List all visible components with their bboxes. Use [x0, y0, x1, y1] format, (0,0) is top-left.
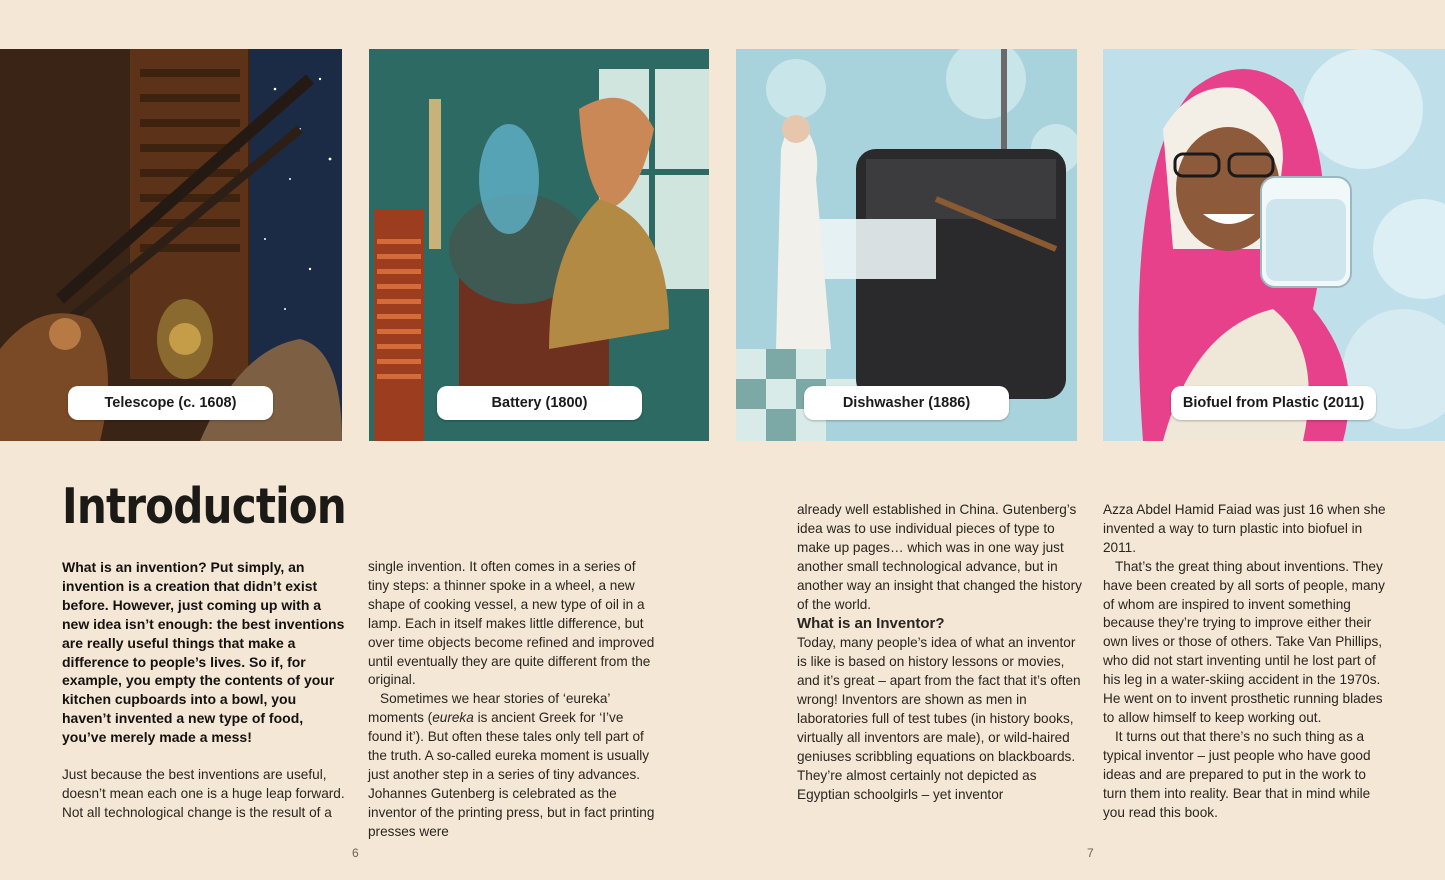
illustration-telescope	[0, 49, 342, 441]
text-column-3	[797, 501, 1085, 805]
illustration-biofuel	[1103, 49, 1445, 441]
lead-paragraph: What is an invention? Put simply, an invention is a creation that didn’t exist before. However, just coming up with a new idea isn’t enough: the best inventions are really useful things that make a difference to people’s lives. So if, for example, you empty the contents of your kitchen cupboards into a bowl, you haven’t invented a new type of food, you’ve merely made a mess!	[62, 559, 345, 746]
paragraph: Just because the best inventions are useful, doesn’t mean each one is a huge leap forward. Not all technological change is the result of a	[62, 767, 345, 820]
illustration-dishwasher	[736, 49, 1077, 441]
text-column-2	[368, 558, 658, 842]
illustration-battery	[369, 49, 709, 441]
caption-biofuel: Biofuel from Plastic (2011)	[1171, 386, 1376, 420]
caption-telescope: Telescope (c. 1608)	[68, 386, 273, 420]
paragraph: already well established in China. Gutenberg’s idea was to use individual pieces of type to make up pages… which was in one way just another small technological advance, but in another way an insight that changed the history of the world.	[797, 502, 1082, 612]
battery-illustration-art	[369, 49, 709, 441]
subheading: What is an Inventor?	[797, 615, 945, 633]
caption-battery: Battery (1800)	[437, 386, 642, 420]
paragraph: single invention. It often comes in a series of tiny steps: a thinner spoke in a wheel, a new shape of cooking vessel, a new type of oil in a lamp. Each in itself makes little difference, but over time objects become refined and improved until eventually they are quite different from the original.	[368, 559, 655, 688]
page-title: Introduction	[62, 478, 346, 535]
page-number-right: 7	[1087, 846, 1094, 860]
telescope-illustration-art	[0, 49, 342, 441]
text-column-1	[62, 558, 347, 823]
paragraph-eureka: Sometimes we hear stories of ‘eureka’ moments (eureka is ancient Greek for ‘I’ve found it’). But often these tales only tell part of the truth. A so-called eureka moment is usually just another step in a series of tiny advances. Johannes Gutenberg is celebrated as the inventor of the printing press, but in fact printing presses were	[368, 691, 655, 839]
caption-dishwasher: Dishwasher (1886)	[804, 386, 1009, 420]
paragraph: It turns out that there’s no such thing as a typical inventor – just people who have good ideas and are prepared to put in the work to turn them into reality. Bear that in mind while you read this book.	[1103, 728, 1371, 820]
page-number-left: 6	[352, 846, 359, 860]
biofuel-illustration-art	[1103, 49, 1445, 441]
paragraph: Today, many people’s idea of what an inventor is like is based on history lessons or movies, and it’s great – apart from the fact that it’s often wrong! Inventors are shown as men in laboratories full of test tubes (in history books, virtually all inventors are male), or wild-haired geniuses scribbling equations on blackboards. They’re almost certainly not depicted as Egyptian schoolgirls – yet inventor	[797, 635, 1081, 802]
text-column-4	[1103, 501, 1393, 822]
dishwasher-illustration-art	[736, 49, 1077, 441]
paragraph: That’s the great thing about inventions. They have been created by all sorts of people, many of whom are inspired to invent something because they’re trying to improve either their own lives or those of others. Take Van Phillips, who did not start inventing until he lost part of his leg in a water-skiing accident in the 1970s. He went on to invent prosthetic running blades to allow himself to keep working out.	[1103, 558, 1385, 725]
paragraph: Azza Abdel Hamid Faiad was just 16 when she invented a way to turn plastic into biofuel in 2011.	[1103, 502, 1386, 555]
